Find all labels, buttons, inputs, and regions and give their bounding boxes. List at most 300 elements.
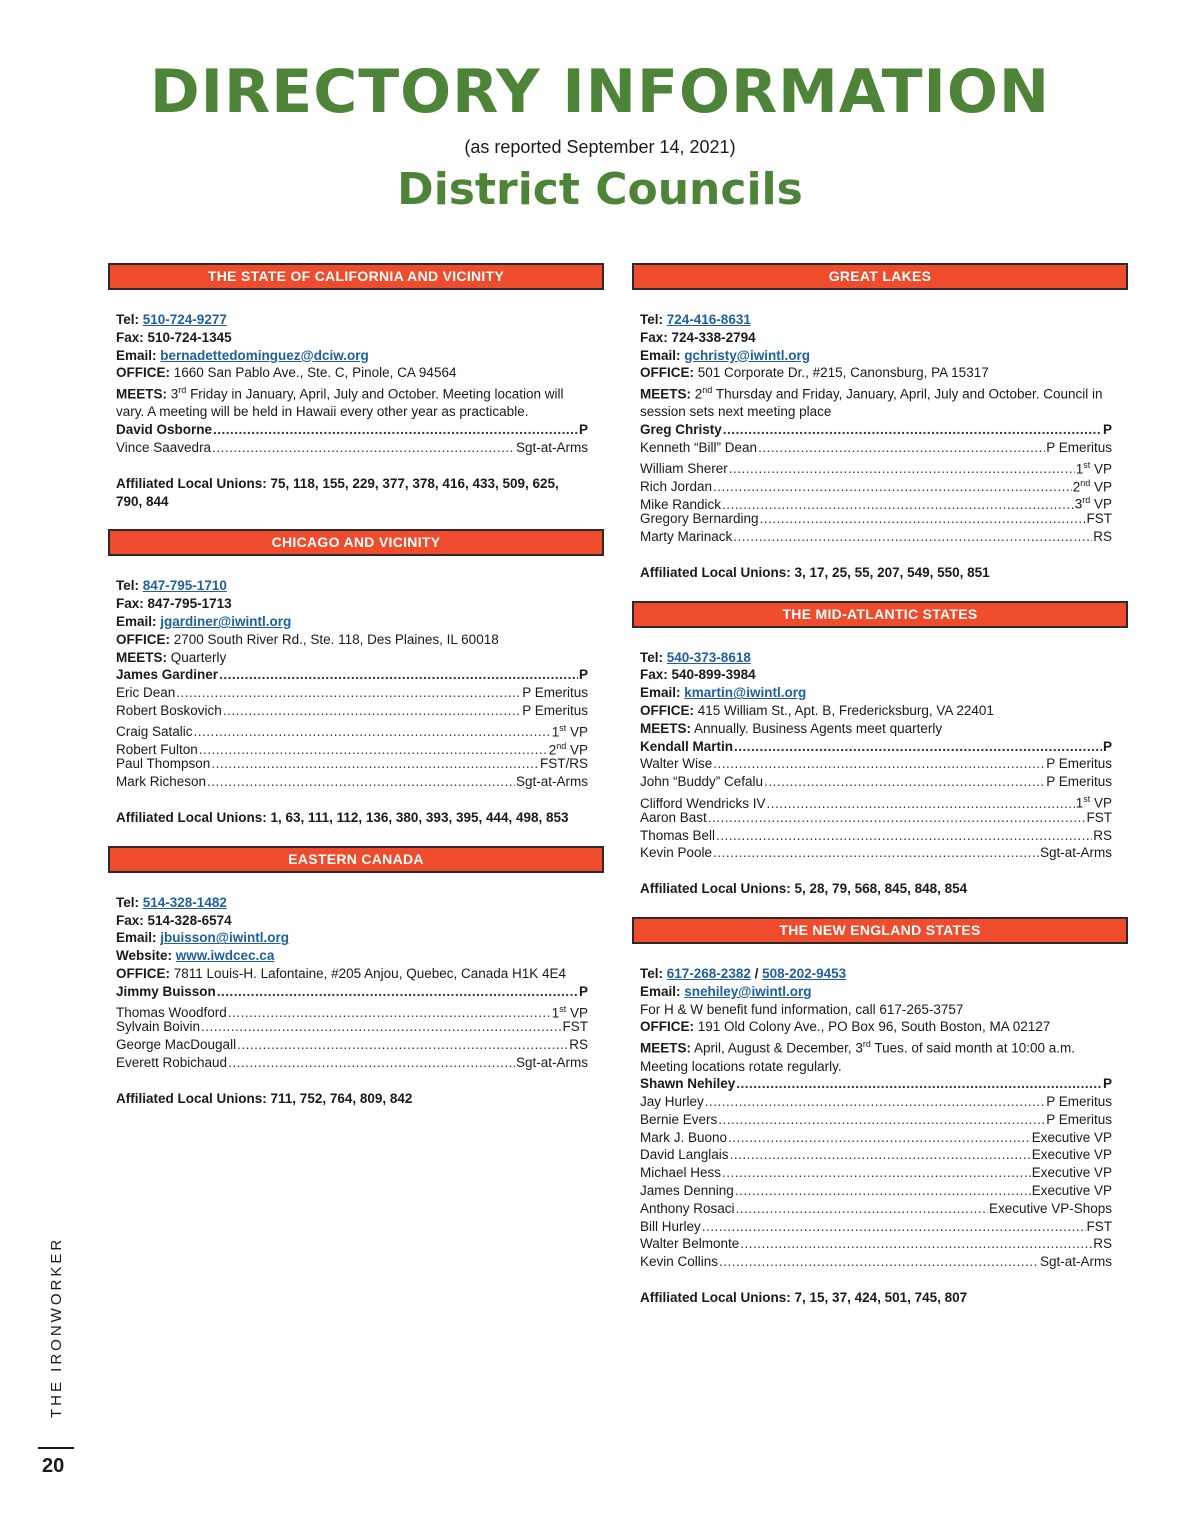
office-label: OFFICE: [640,703,694,719]
tel-line [640,311,1112,329]
email-label: Email: [640,685,681,701]
fax-value: 514-328-6574 [147,912,232,928]
affiliated-value: 711, 752, 764, 809, 842 [270,1090,413,1106]
tel-label: Tel: [116,312,139,327]
office-label: OFFICE: [640,1019,694,1035]
officer-row [640,1218,1112,1236]
officer-role: RS [1093,529,1112,545]
office-line [116,631,588,649]
tel-separator: / [750,966,763,982]
affiliated-locals [116,1090,588,1108]
officer-role: Executive VP [1031,1183,1112,1199]
meets-sup: rd [178,385,187,396]
affiliated-label: Affiliated Local Unions: [116,475,267,491]
council-header: EASTERN CANADA [108,846,604,873]
dot-leader [702,1218,1086,1236]
section-heading: District Councils [397,164,803,215]
email-label: Email: [116,614,157,630]
tel-link[interactable]: 514-328-1482 [142,894,227,910]
officer-name: Robert Boskovich [116,703,222,719]
office-value: 1660 San Pablo Ave., Ste. C, Pinole, CA 94564 [173,365,457,381]
officer-name: Sylvain Boivin [116,1019,201,1035]
officer-row [640,1093,1112,1111]
tel-line [640,649,1112,667]
dot-leader [733,528,1092,546]
role-ordinal-number: 1 [1075,795,1084,811]
dot-leader [705,1093,1045,1111]
officer-name: Paul Thompson [116,756,211,772]
meets-value: Thursday and Friday, January, April, July and October. Council in session sets next meeting place [640,386,1103,420]
fax-line [116,329,588,347]
officer-name: Thomas Bell [640,827,716,843]
officer-name: Bernie Evers [640,1111,718,1127]
dot-leader [734,738,1102,756]
officer-name: David Osborne [116,422,213,438]
dot-leader [728,1129,1031,1147]
officer-role: Sgt-at-Arms [515,1055,588,1070]
officer-role: FST [1086,809,1112,825]
meets-pre: April, August & December, [694,1040,856,1056]
office-label: OFFICE: [116,365,170,381]
officer-role: Sgt-at-Arms [515,440,588,456]
officer-name: James Denning [640,1183,734,1199]
officer-name: Kevin Poole [640,845,713,861]
officer-name: Anthony Rosaci [640,1200,735,1216]
officer-list [640,421,1112,546]
role-ordinal-suffix: st [559,1003,567,1014]
officer-role: P [1102,1076,1112,1092]
council-header: THE MID-ATLANTIC STATES [632,601,1128,628]
officer-name: Greg Christy [640,422,722,438]
affiliated-locals [640,564,1112,582]
tel-link[interactable]: 617-268-2382 [666,966,751,982]
officer-role: Sgt-at-Arms [1039,1254,1112,1270]
officer-row [640,1235,1112,1253]
email-label: Email: [116,347,157,363]
role-ordinal-number: 1 [551,1005,560,1021]
office-value: 7811 Louis-H. Lafontaine, #205 Anjou, Quebec, Canada H1K 4E4 [173,966,567,982]
meets-label: MEETS: [116,386,168,402]
officer-row [116,983,588,1001]
dot-leader [223,702,521,720]
tel-line [640,965,1112,983]
email-label: Email: [640,347,681,363]
tel-label: Tel: [116,578,139,594]
dot-leader [736,1200,988,1218]
fax-line [640,329,1112,347]
officer-name: Rich Jordan [640,479,713,495]
council-mid-atlantic [632,601,1128,898]
affiliated-value: 1, 63, 111, 112, 136, 380, 393, 395, 444, 498, 853 [270,810,569,826]
officer-role: P Emeritus [1046,440,1112,456]
office-value: 501 Corporate Dr., #215, Canonsburg, PA 15317 [697,365,989,381]
fax-label: Fax: [640,329,668,345]
officer-row [640,1146,1112,1164]
officer-role: P Emeritus [1046,756,1112,772]
officer-row [116,1001,588,1019]
officer-role: RS [1093,827,1112,843]
officer-name: Aaron Bast [640,809,707,825]
council-body [108,873,604,1108]
role-ordinal-suffix: rd [1082,495,1091,506]
officer-role: P Emeritus [1046,1094,1112,1110]
fax-value: 540-899-3984 [671,667,756,683]
office-line [116,364,588,382]
tel-line [116,311,588,329]
officer-role: P [1102,422,1112,438]
dot-leader [201,1018,561,1036]
officer-row [116,738,588,756]
officer-name: Robert Fulton [116,742,198,758]
officer-row [640,791,1112,809]
tel-label: Tel: [640,312,663,327]
fax-line [116,912,588,930]
tel-line [116,894,588,912]
email-line [116,929,588,947]
meets-sup: rd [862,1039,871,1050]
officer-row [116,773,588,791]
officer-name: Thomas Woodford [116,1005,227,1021]
office-value: 2700 South River Rd., Ste. 118, Des Plaines, IL 60018 [173,631,499,647]
officer-role: FST [1086,1218,1112,1234]
office-line [640,364,1112,382]
office-label: OFFICE: [640,365,694,381]
page-title: DIRECTORY INFORMATION [149,57,1051,127]
officer-name: David Langlais [640,1147,729,1163]
officer-name: Mark Richeson [116,774,207,790]
officer-row [640,1129,1112,1147]
right-column [632,263,1128,1326]
dot-leader [764,773,1045,791]
hw-note: For H & W benefit fund information, call 617-265-3757 [640,1001,964,1017]
officer-list [640,738,1112,863]
affiliated-locals [640,880,1112,898]
officer-row [640,457,1112,475]
dot-leader [228,1054,515,1072]
role-ordinal-suffix: st [1083,459,1091,470]
officer-row [640,528,1112,546]
dot-leader [219,666,578,684]
affiliated-label: Affiliated Local Unions: [116,1090,267,1106]
office-label: OFFICE: [116,631,170,647]
dot-leader [176,684,521,702]
role-title: VP [566,742,588,758]
role-title: VP [1090,795,1112,811]
officer-name: Gregory Bernarding [640,511,759,527]
dot-leader [760,510,1086,528]
officer-role: P [578,667,588,683]
fax-value: 510-724-1345 [147,329,232,345]
council-chicago [108,529,604,826]
officer-name: Kevin Collins [640,1254,719,1270]
officer-role: FST [562,1019,588,1035]
officer-row [116,421,588,439]
tel-link-2[interactable]: 508-202-9453 [762,966,847,982]
council-header: THE NEW ENGLAND STATES [632,917,1128,944]
officer-row [116,666,588,684]
dot-leader [735,1182,1031,1200]
dot-leader [237,1036,568,1054]
officer-row [640,439,1112,457]
officer-row [116,702,588,720]
officer-row [640,1253,1112,1271]
report-date: (as reported September 14, 2021) [464,137,736,157]
dot-leader [708,809,1086,827]
officer-role: P Emeritus [1046,774,1112,790]
meets-value: Quarterly [170,649,227,665]
meets-line [640,720,1112,738]
role-ordinal-suffix: nd [556,740,567,751]
officer-row [116,1054,588,1072]
affiliated-value: 5, 28, 79, 568, 845, 848, 854 [794,881,968,897]
officer-row [640,510,1112,528]
role-ordinal-suffix: nd [1080,477,1091,488]
officer-row [116,684,588,702]
role-ordinal-number: 3 [1074,496,1083,512]
officer-name: John “Buddy” Cefalu [640,774,764,790]
officer-role: P Emeritus [522,703,588,719]
affiliated-value: 75, 118, 155, 229, 377, 378, 416, 433, 509, 625, 790, 844 [116,475,559,509]
meets-line [640,382,1112,421]
website-label: Website: [116,948,173,964]
fax-label: Fax: [116,596,144,612]
email-line [640,347,1112,365]
dot-leader [212,439,515,457]
meets-sup: nd [702,385,713,396]
role-ordinal-suffix: st [1083,794,1091,805]
officer-row [640,1164,1112,1182]
council-header: THE STATE OF CALIFORNIA AND VICINITY [108,263,604,290]
affiliated-label: Affiliated Local Unions: [640,564,791,580]
page-number-rule [38,1447,74,1449]
officer-name: Kenneth “Bill” Dean [640,440,758,456]
tel-label: Tel: [116,894,139,910]
meets-num: 2 [694,386,703,402]
officer-name: James Gardiner [116,667,219,683]
email-link[interactable]: gchristy@iwintl.org [684,347,810,363]
dot-leader [723,421,1102,439]
email-line [640,684,1112,702]
website-line [116,947,588,965]
officer-role: Executive VP [1031,1165,1112,1181]
officer-name: Shawn Nehiley [640,1076,736,1092]
office-line [640,702,1112,720]
officer-role: FST [1086,511,1112,527]
email-link[interactable]: bernadettedominguez@dciw.org [160,347,369,363]
officer-row [640,1200,1112,1218]
role-title: VP [1090,496,1112,512]
officer-name: Marty Marinack [640,529,733,545]
officer-name: Bill Hurley [640,1218,701,1234]
officer-name: Craig Satalic [116,724,193,740]
left-column [108,263,604,1127]
officer-name: Everett Robichaud [116,1055,228,1070]
dot-leader [718,1111,1045,1129]
officer-role: Executive VP [1031,1129,1112,1145]
officer-row [116,1018,588,1036]
officer-row [116,720,588,738]
meets-line [116,382,588,421]
tel-link[interactable]: 847-795-1710 [142,578,227,594]
officer-row [640,773,1112,791]
officer-role: P [578,983,588,999]
dot-leader [211,755,539,773]
officer-name: Clifford Wendricks IV [640,795,766,811]
dot-leader [719,1253,1039,1271]
affiliated-label: Affiliated Local Unions: [640,881,791,897]
council-header: GREAT LAKES [632,263,1128,290]
officer-role: RS [1093,1236,1112,1252]
role-title: VP [1090,479,1112,495]
officer-role: Executive VP-Shops [988,1200,1112,1216]
meets-label: MEETS: [640,386,692,402]
council-header: CHICAGO AND VICINITY [108,529,604,556]
officer-name: Michael Hess [640,1165,722,1181]
role-ordinal-number: 2 [548,742,557,758]
role-ordinal-suffix: st [559,722,567,733]
dot-leader [194,723,551,741]
officer-name: Walter Wise [640,756,713,772]
dot-leader [713,755,1045,773]
dot-leader [758,439,1045,457]
role-title: VP [566,724,588,740]
officer-name: Mike Randick [640,496,722,512]
council-california [108,263,604,510]
officer-name: Jimmy Buisson [116,983,216,999]
officer-role: Sgt-at-Arms [515,774,588,790]
officer-row [640,492,1112,510]
officer-list [116,421,588,457]
affiliated-value: 3, 17, 25, 55, 207, 549, 550, 851 [794,564,990,580]
meets-label: MEETS: [116,649,168,665]
officer-row [116,755,588,773]
officer-row [640,421,1112,439]
officer-name: Jay Hurley [640,1094,704,1110]
fax-label: Fax: [640,667,668,683]
role-ordinal-number: 2 [1072,479,1081,495]
tel-label: Tel: [640,649,663,665]
fax-value: 847-795-1713 [147,596,232,612]
email-label: Email: [640,983,681,999]
officer-name: Mark J. Buono [640,1129,728,1145]
email-line [116,613,588,631]
officer-name: Walter Belmonte [640,1236,740,1252]
affiliated-locals [116,475,588,511]
magazine-name: THE IRONWORKER [48,1236,65,1418]
dot-leader [722,1164,1031,1182]
affiliated-label: Affiliated Local Unions: [640,1290,791,1306]
officer-role: RS [569,1037,588,1053]
officer-role: Sgt-at-Arms [1039,845,1112,861]
fax-line [116,595,588,613]
officer-role: P Emeritus [1046,1111,1112,1127]
email-link[interactable]: kmartin@iwintl.org [684,685,807,701]
dot-leader [213,421,578,439]
office-value: 191 Old Colony Ave., PO Box 96, South Boston, MA 02127 [697,1019,1051,1035]
email-line [116,347,588,365]
fax-value: 724-338-2794 [671,329,756,345]
officer-role: P [578,422,588,438]
officer-row [640,1111,1112,1129]
email-link[interactable]: snehiley@iwintl.org [684,983,812,999]
website-link[interactable]: www.iwdcec.ca [175,948,275,964]
dot-leader [740,1235,1092,1253]
dot-leader [729,460,1075,478]
affiliated-value: 7, 15, 37, 424, 501, 745, 807 [794,1290,968,1306]
email-line [640,983,1112,1001]
role-title: VP [1090,461,1112,477]
council-great-lakes [632,263,1128,582]
officer-row [640,475,1112,493]
meets-value: Tues. of said month at 10:00 a.m. Meeting locations rotate regularly. [640,1040,1076,1074]
dot-leader [207,773,515,791]
officer-row [116,1036,588,1054]
council-new-england [632,917,1128,1307]
officer-row [640,755,1112,773]
office-label: OFFICE: [116,966,170,982]
dot-leader [217,983,578,1001]
officer-list [116,983,588,1072]
meets-label: MEETS: [640,1040,692,1056]
tel-line [116,577,588,595]
role-ordinal-number: 1 [1075,461,1084,477]
tel-label: Tel: [640,966,663,982]
tel-link[interactable]: 510-724-9277 [142,312,227,327]
email-link[interactable]: jbuisson@iwintl.org [160,930,289,946]
role-title: VP [566,1005,588,1021]
fax-label: Fax: [116,912,144,928]
meets-num: 3 [170,386,179,402]
email-label: Email: [116,930,157,946]
meets-label: MEETS: [640,720,692,736]
officer-row [640,1182,1112,1200]
officer-role: FST/RS [539,756,588,772]
officer-row [640,827,1112,845]
officer-name: George MacDougall [116,1037,237,1053]
council-body [108,290,604,510]
meets-line [116,649,588,667]
tel-link[interactable]: 724-416-8631 [666,312,751,327]
affiliated-locals [116,809,588,827]
council-body [632,628,1128,898]
officer-row [116,439,588,457]
page-number: 20 [42,1455,65,1477]
affiliated-label: Affiliated Local Unions: [116,810,267,826]
officer-role: P [1102,738,1112,754]
council-body [632,944,1128,1307]
officer-role: Executive VP [1031,1147,1112,1163]
fax-line [640,666,1112,684]
council-eastern-canada [108,846,604,1108]
tel-link[interactable]: 540-373-8618 [666,649,751,665]
office-value: 415 William St., Apt. B, Fredericksburg, VA 22401 [697,703,994,719]
officer-name: Eric Dean [116,685,176,701]
dot-leader [713,478,1072,496]
meets-value: Friday in January, April, July and October. Meeting location will vary. A meeting will be held in Hawaii every other year as practicable. [116,386,564,420]
dot-leader [730,1146,1031,1164]
affiliated-locals [640,1289,1112,1307]
meets-num: 3 [855,1040,863,1056]
meets-line [640,1036,1112,1075]
officer-name: Vince Saavedra [116,440,212,456]
officer-role: P Emeritus [522,685,588,701]
officer-list [640,1075,1112,1271]
officer-row [640,844,1112,862]
officer-row [640,809,1112,827]
officer-row [640,1075,1112,1093]
fax-label: Fax: [116,329,144,345]
email-link[interactable]: jgardiner@iwintl.org [160,614,292,630]
